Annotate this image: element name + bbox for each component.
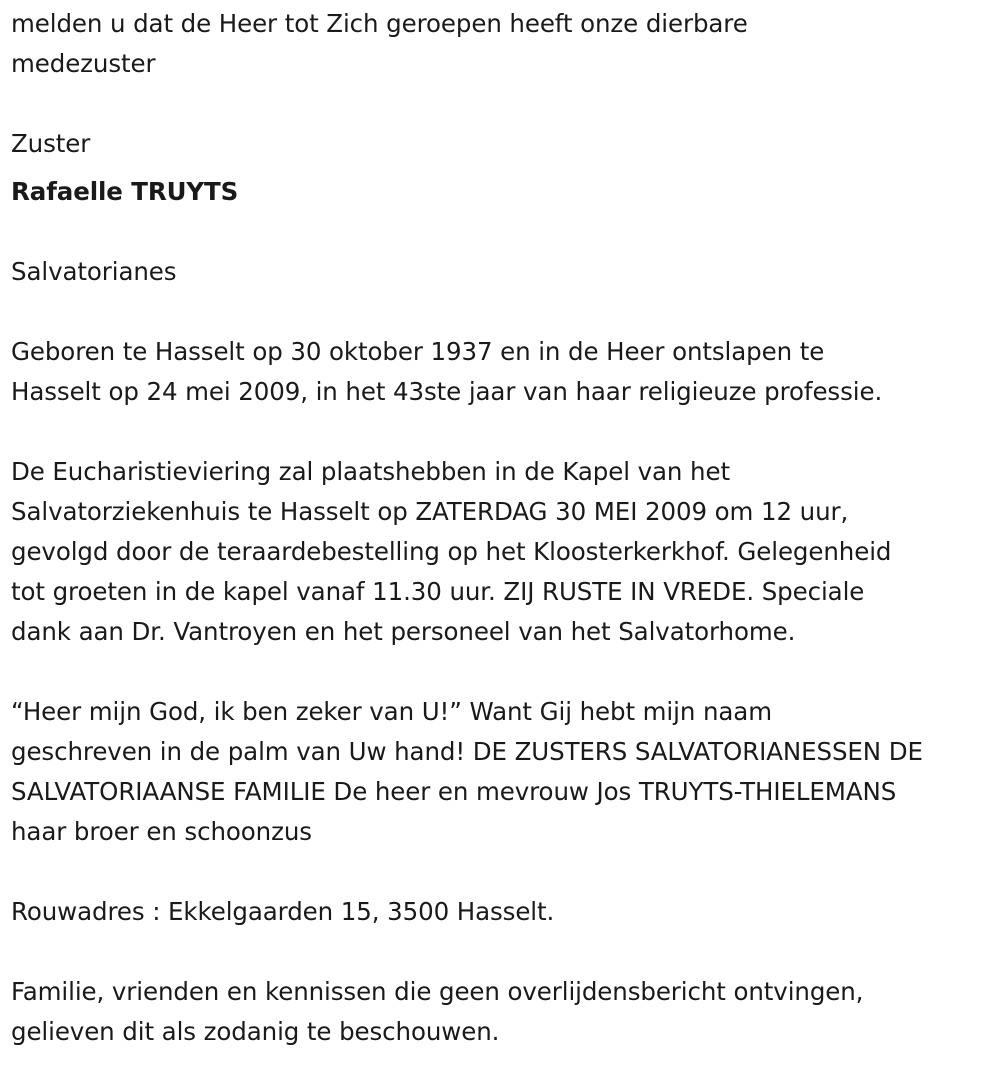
text-line: “Heer mijn God, ik ben zeker van U!” Want Gij hebt mijn naam xyxy=(11,697,772,726)
text-line: gevolgd door de teraardebestelling op het Kloosterkerkhof. Gelegenheid xyxy=(11,537,892,566)
text-line: tot groeten in de kapel vanaf 11.30 uur. ZIJ RUSTE IN VREDE. Speciale xyxy=(11,577,865,606)
text-line: De Eucharistieviering zal plaatshebben in de Kapel van het xyxy=(11,457,730,486)
ceremony-paragraph xyxy=(11,452,996,652)
text-line: dank aan Dr. Vantroyen en het personeel van het Salvatorhome. xyxy=(11,617,796,646)
text-line: medezuster xyxy=(11,49,156,78)
text-line: geschreven in de palm van Uw hand! DE ZUSTERS SALVATORIANESSEN DE xyxy=(11,737,923,766)
congregation: Salvatorianes xyxy=(11,257,177,286)
text-line: SALVATORIAANSE FAMILIE De heer en mevrouw Jos TRUYTS-THIELEMANS xyxy=(11,777,897,806)
text-line: Salvatorziekenhuis te Hasselt op ZATERDAG 30 MEI 2009 om 12 uur, xyxy=(11,497,849,526)
text-line: haar broer en schoonzus xyxy=(11,817,312,846)
text-line: Geboren te Hasselt op 30 oktober 1937 en in de Heer ontslapen te xyxy=(11,337,825,366)
obituary-document xyxy=(11,4,996,1092)
text-line: melden u dat de Heer tot Zich geroepen heeft onze dierbare xyxy=(11,9,748,38)
intro-paragraph xyxy=(11,4,996,84)
address-paragraph xyxy=(11,892,996,932)
text-line: Familie, vrienden en kennissen die geen overlijdensbericht ontvingen, xyxy=(11,977,864,1006)
text-line: gelieven dit als zodanig te beschouwen. xyxy=(11,1017,500,1046)
text-line: Hasselt op 24 mei 2009, in het 43ste jaar van haar religieuze professie. xyxy=(11,377,883,406)
deceased-title: Zuster xyxy=(11,129,91,158)
deceased-name: Rafaelle TRUYTS xyxy=(11,177,239,206)
address-text: Rouwadres : Ekkelgaarden 15, 3500 Hasselt. xyxy=(11,897,555,926)
quote-family-paragraph xyxy=(11,692,996,852)
closing-paragraph xyxy=(11,972,996,1052)
birth-death-paragraph xyxy=(11,332,996,412)
